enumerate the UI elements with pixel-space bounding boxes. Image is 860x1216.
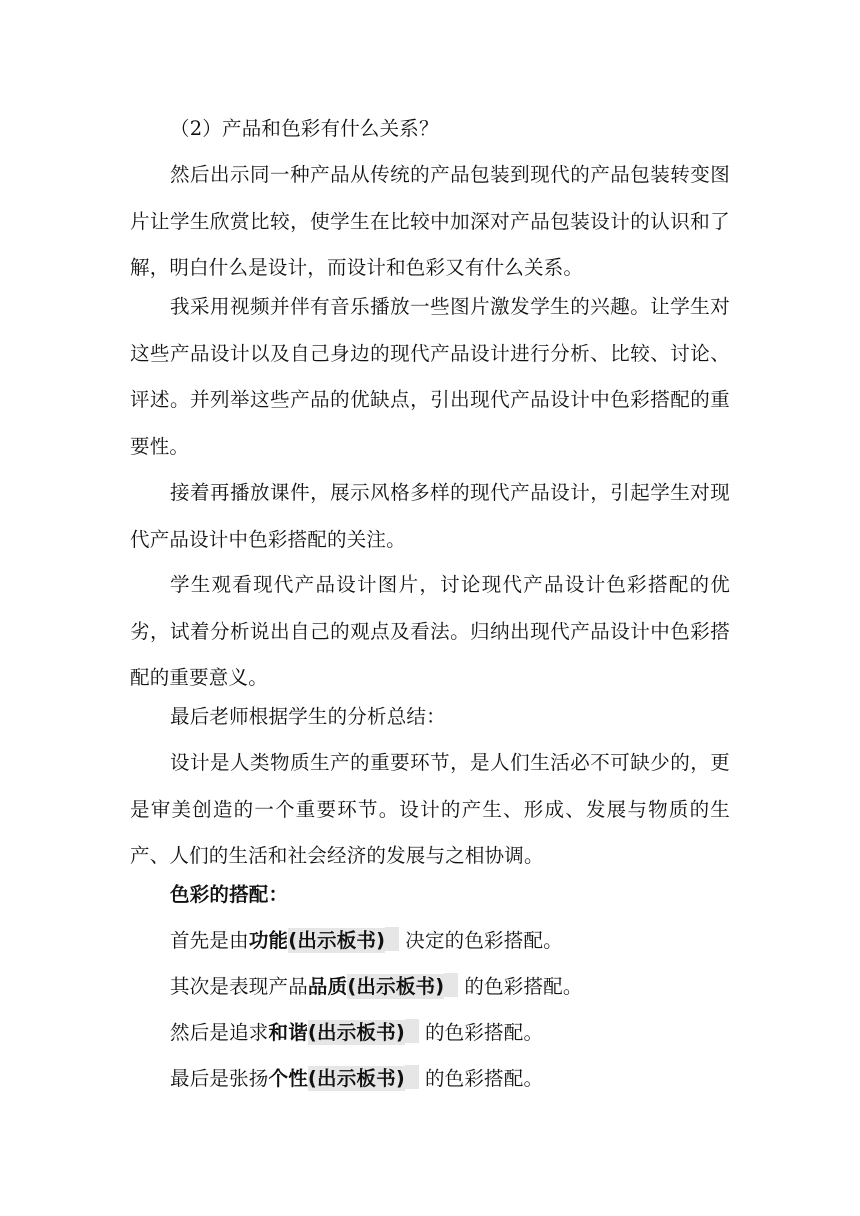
board-note-padding [405,1019,419,1043]
item-keyword: 和谐 [268,1021,308,1044]
paragraph-video-music: 我采用视频并伴有音乐播放一些图片激发学生的兴趣。让学生对这些产品设计以及自己身边的现代产品设计进行分析、比较、讨论、评述。并列举这些产品的优缺点，引出现代产品设计中色彩搭配的重要性。 [130,295,730,458]
list-item-quality [130,964,730,1011]
item-keyword: 个性 [268,1067,308,1090]
item-prefix: 然后是追求 [170,1021,269,1044]
item-prefix: 其次是表现产品 [170,975,308,998]
item-prefix: 首先是由 [170,929,249,952]
board-note: (出示板书) [347,975,445,998]
board-note: (出示板书) [288,929,386,952]
paragraph-student-discussion: 学生观看现代产品设计图片，讨论现代产品设计色彩搭配的优劣，试着分析说出自己的观点及看法。归纳出现代产品设计中色彩搭配的重要意义。 [130,573,730,689]
board-note-padding [385,927,399,951]
board-note: (出示板书) [307,1021,405,1044]
question-line: （2）产品和色彩有什么关系？ [170,117,439,140]
item-keyword: 品质 [307,975,348,998]
board-note: (出示板书) [307,1067,405,1090]
item-keyword: 功能 [248,929,289,952]
item-suffix: 的色彩搭配。 [424,1067,544,1090]
paragraph-teacher-summary: 最后老师根据学生的分析总结： [170,705,446,728]
board-note-padding [405,1065,419,1089]
list-item-harmony [130,1010,730,1057]
list-item-personality [130,1056,730,1103]
paragraph-package-comparison: 然后出示同一种产品从传统的产品包装到现代的产品包装转变图片让学生欣赏比较，使学生在比较中加深对产品包装设计的认识和了解，明白什么是设计，而设计和色彩又有什么关系。 [130,163,730,279]
item-prefix: 最后是张扬 [170,1067,269,1090]
section-heading: 色彩的搭配： [170,883,289,906]
paragraph-courseware: 接着再播放课件，展示风格多样的现代产品设计，引起学生对现代产品设计中色彩搭配的关注。 [130,481,730,551]
item-suffix: 的色彩搭配。 [424,1021,544,1044]
list-item-function [130,918,730,965]
paragraph-design-definition: 设计是人类物质生产的重要环节，是人们生活必不可缺少的，更是审美创造的一个重要环节。设计的产生、形成、发展与物质的生产、人们的生活和社会经济的发展与之相协调。 [130,751,730,867]
board-note-padding [444,973,458,997]
item-suffix: 决定的色彩搭配。 [405,929,563,952]
item-suffix: 的色彩搭配。 [464,975,583,998]
